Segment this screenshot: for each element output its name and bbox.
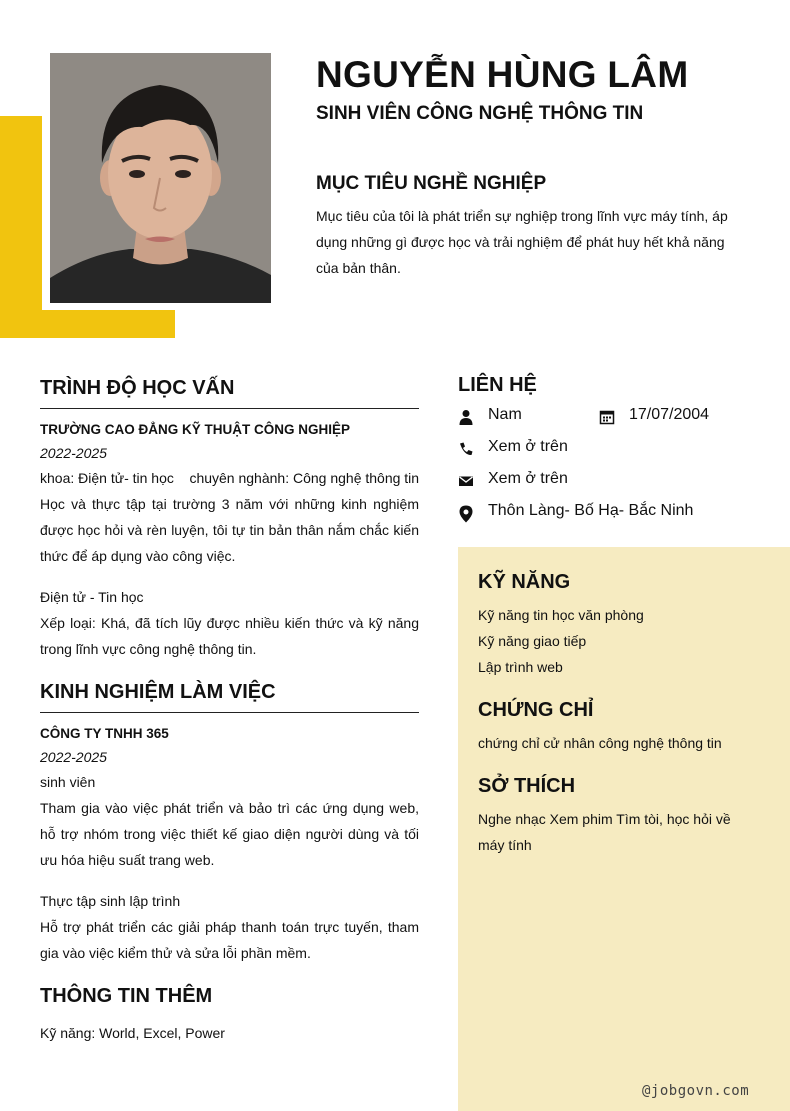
profile-photo: [50, 53, 271, 303]
additional-text: Kỹ năng: World, Excel, Power: [40, 1025, 225, 1041]
calendar-icon: [599, 409, 615, 425]
contact-gender: Nam: [488, 406, 522, 423]
contact-email: Xem ở trên: [488, 470, 568, 487]
skill-item: Kỹ năng giao tiếp: [478, 633, 587, 649]
education-faculty: khoa: Điện tử- tin học chuyên nghành: Công nghệ thông tin: [40, 470, 420, 486]
experience-role-description: Tham gia vào việc phát triển và bảo trì các ứng dụng web, hỗ trợ nhóm trong việc thiết kế giao diện người dùng và tối ưu hóa hiệu suất trang web.: [40, 800, 419, 868]
experience-divider: [40, 712, 419, 713]
hobbies-heading: SỞ THÍCH: [478, 775, 576, 797]
contact-address: Thôn Làng- Bố Hạ- Bắc Ninh: [488, 502, 694, 519]
education-major: Điện tử - Tin học: [40, 589, 144, 605]
candidate-title: SINH VIÊN CÔNG NGHỆ THÔNG TIN: [316, 103, 644, 124]
accent-bar-horizontal: [0, 310, 175, 338]
contact-dob: 17/07/2004: [629, 406, 710, 423]
experience-company: CÔNG TY TNHH 365: [40, 726, 169, 741]
hobbies-text: Nghe nhạc Xem phim Tìm tòi, học hỏi về máy tính: [478, 811, 731, 853]
objective-heading: MỤC TIÊU NGHỀ NGHIỆP: [316, 173, 547, 194]
education-school: TRƯỜNG CAO ĐẲNG KỸ THUẬT CÔNG NGHIỆP: [40, 422, 350, 437]
education-years: 2022-2025: [40, 445, 107, 461]
experience-years: 2022-2025: [40, 749, 107, 765]
experience-role2: Thực tập sinh lập trình: [40, 893, 181, 909]
education-divider: [40, 408, 419, 409]
experience-role: sinh viên: [40, 774, 96, 790]
certificates-heading: CHỨNG CHỈ: [478, 699, 594, 721]
contact-phone: Xem ở trên: [488, 438, 568, 455]
education-grade: Xếp loại: Khá, đã tích lũy được nhiều kiến thức và kỹ năng trong lĩnh vực công nghệ thông tin.: [40, 615, 419, 657]
experience-heading: KINH NGHIỆM LÀM VIỆC: [40, 681, 276, 703]
skill-item: Kỹ năng tin học văn phòng: [478, 607, 644, 623]
education-description: Học và thực tập tại trường 3 năm với những kinh nghiệm được học hỏi và rèn luyện, tôi tự tin bản thân nắm chắc kiến thức để áp dụng vào công việc.: [40, 496, 419, 564]
experience-role2-description: Hỗ trợ phát triển các giải pháp thanh toán trực tuyến, tham gia vào việc kiểm thử và sửa lỗi phần mềm.: [40, 919, 419, 961]
contact-heading: LIÊN HỆ: [458, 374, 537, 396]
email-icon: [458, 473, 474, 489]
location-pin-icon: [458, 505, 474, 521]
user-icon: [458, 409, 474, 425]
objective-text: Mục tiêu của tôi là phát triển sự nghiệp trong lĩnh vực máy tính, áp dụng những gì được học và trải nghiệm để phát huy hết khả năng của bản thân.: [316, 208, 728, 276]
certificate-text: chứng chỉ cử nhân công nghệ thông tin: [478, 735, 722, 751]
skills-heading: KỸ NĂNG: [478, 571, 571, 593]
phone-icon: [458, 441, 474, 457]
accent-bar-vertical: [0, 116, 42, 338]
candidate-name: NGUYỄN HÙNG LÂM: [316, 54, 689, 95]
education-heading: TRÌNH ĐỘ HỌC VẤN: [40, 377, 235, 399]
watermark: @jobgovn.com: [642, 1083, 750, 1099]
skill-item: Lập trình web: [478, 659, 563, 675]
additional-heading: THÔNG TIN THÊM: [40, 985, 213, 1007]
